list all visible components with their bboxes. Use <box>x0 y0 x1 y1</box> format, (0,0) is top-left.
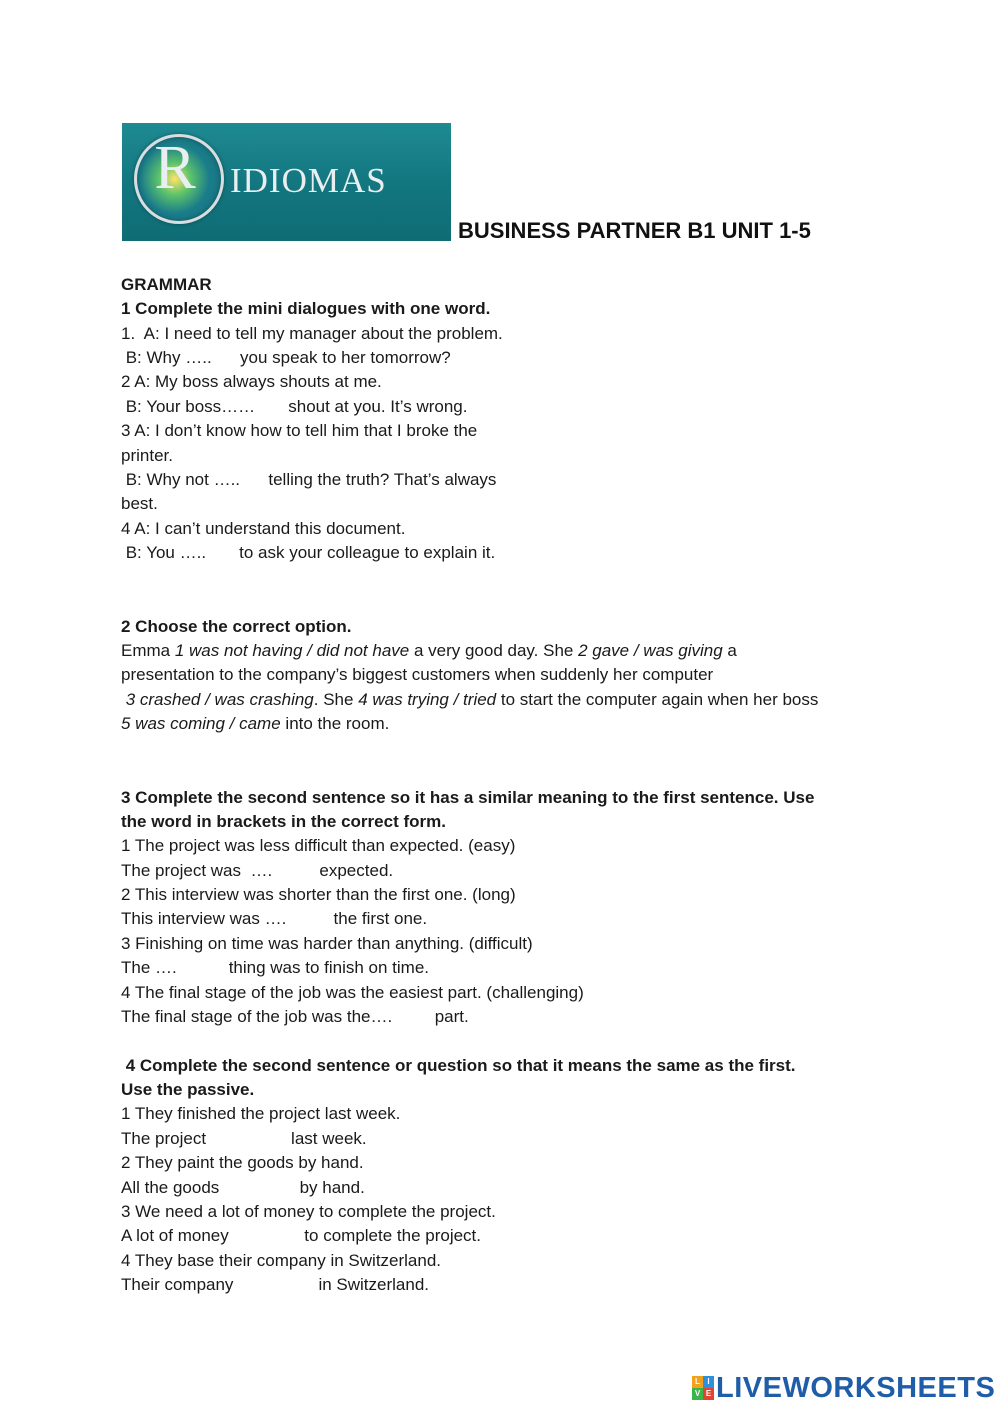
exercise-3-title-line-1: 3 Complete the second sentence so it has a similar meaning to the first sentence. Use <box>121 788 815 807</box>
ex1-line: B: Why not ….. telling the truth? That’s always <box>121 470 497 489</box>
cube-letter: L <box>692 1376 703 1388</box>
idiomas-logo <box>122 123 451 241</box>
ex2-text: a very good day. She <box>409 641 579 660</box>
exercise-4-title-line-2: Use the passive. <box>121 1080 255 1099</box>
ex1-line: 1. A: I need to tell my manager about the problem. <box>121 324 503 343</box>
grammar-heading: GRAMMAR <box>121 275 212 294</box>
cube-letter: V <box>692 1388 703 1400</box>
cube-letter: E <box>703 1388 714 1400</box>
ex2-text: into the room. <box>280 714 390 733</box>
ex2-text: to start the computer again when her boss <box>496 690 819 709</box>
ex4-line: A lot of money to complete the project. <box>121 1226 482 1245</box>
ex2-line-2: presentation to the company’s biggest customers when suddenly her computer <box>121 665 714 684</box>
exercise-3-title-line-2: the word in brackets in the correct form. <box>121 812 446 831</box>
ex2-option-2: 2 gave / was giving <box>578 641 723 660</box>
ex2-text: . She <box>313 690 359 709</box>
ex2-line-1 <box>121 640 737 662</box>
ex2-line-4 <box>121 713 389 735</box>
ex2-option-5: 5 was coming / came <box>121 714 281 733</box>
ex4-line: 3 We need a lot of money to complete the project. <box>121 1202 496 1221</box>
ex1-line: B: Why ….. you speak to her tomorrow? <box>121 348 451 367</box>
ex3-line: The final stage of the job was the…. part. <box>121 1007 469 1026</box>
ex2-line-3 <box>121 689 818 711</box>
cube-letter: I <box>703 1376 714 1388</box>
ex1-line: best. <box>121 494 158 513</box>
ex4-line: 4 They base their company in Switzerland. <box>121 1251 442 1270</box>
ex1-line: 4 A: I can’t understand this document. <box>121 519 406 538</box>
ex4-line: The project last week. <box>121 1129 367 1148</box>
logo-initial: R <box>154 134 196 202</box>
ex2-option-4: 4 was trying / tried <box>358 690 497 709</box>
liveworksheets-text: LIVEWORKSHEETS <box>716 1372 996 1404</box>
ex4-line: Their company in Switzerland. <box>121 1275 430 1294</box>
ex1-line: printer. <box>121 446 173 465</box>
ex2-text: Emma <box>121 641 175 660</box>
ex3-line: This interview was …. the first one. <box>121 909 428 928</box>
ex3-line: The project was …. expected. <box>121 861 394 880</box>
ex4-line: 2 They paint the goods by hand. <box>121 1153 364 1172</box>
liveworksheets-cube-icon <box>692 1376 714 1400</box>
ex4-line: 1 They finished the project last week. <box>121 1104 401 1123</box>
exercise-1-title: 1 Complete the mini dialogues with one word. <box>121 299 491 318</box>
ex2-option-1: 1 was not having / did not have <box>174 641 410 660</box>
ex1-line: B: Your boss…… shout at you. It’s wrong. <box>121 397 468 416</box>
ex4-line: All the goods by hand. <box>121 1178 365 1197</box>
exercise-2-title: 2 Choose the correct option. <box>121 617 352 636</box>
ex1-line: 2 A: My boss always shouts at me. <box>121 372 382 391</box>
logo-brand-text: IDIOMAS <box>230 161 387 200</box>
ex3-line: 2 This interview was shorter than the first one. (long) <box>121 885 516 904</box>
ex2-text: a <box>722 641 737 660</box>
ex3-line: 3 Finishing on time was harder than anything. (difficult) <box>121 934 533 953</box>
ex1-line: B: You ….. to ask your colleague to explain it. <box>121 543 496 562</box>
liveworksheets-logo <box>692 1374 995 1402</box>
ex3-line: 1 The project was less difficult than expected. (easy) <box>121 836 516 855</box>
ex2-option-3: 3 crashed / was crashing <box>121 690 314 709</box>
exercise-4-title-line-1: 4 Complete the second sentence or question so that it means the same as the first. <box>121 1056 796 1075</box>
ex3-line: The …. thing was to finish on time. <box>121 958 430 977</box>
ex3-line: 4 The final stage of the job was the easiest part. (challenging) <box>121 983 584 1002</box>
document-title: BUSINESS PARTNER B1 UNIT 1-5 <box>458 218 811 243</box>
ex1-line: 3 A: I don’t know how to tell him that I broke the <box>121 421 478 440</box>
